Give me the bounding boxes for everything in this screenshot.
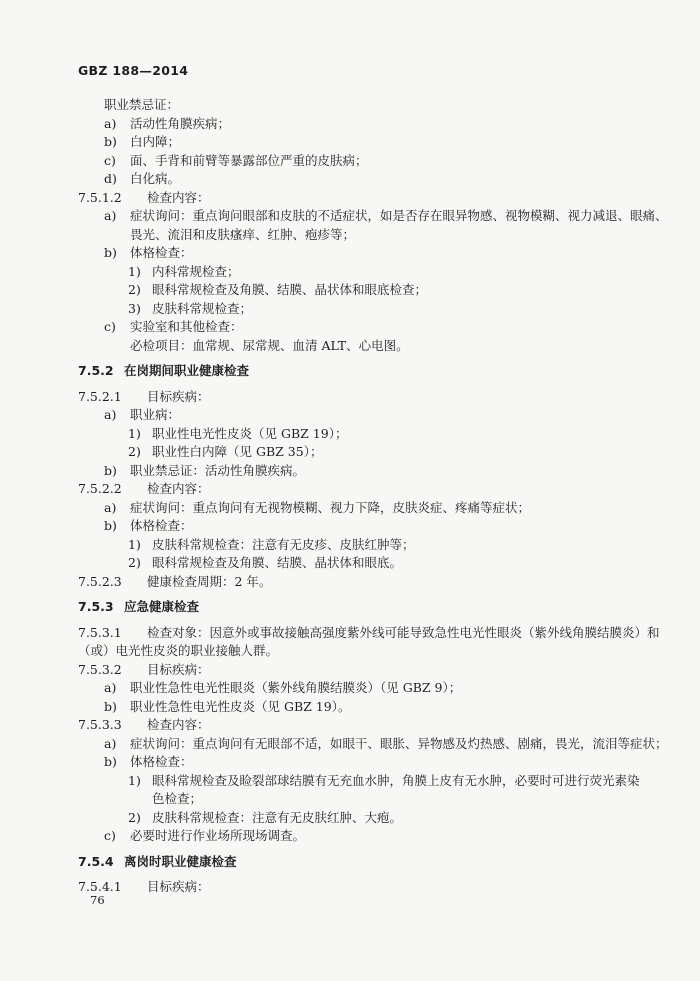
text-line xyxy=(0,698,700,717)
line-text: 检查内容： xyxy=(147,481,210,496)
text-line xyxy=(0,425,700,444)
item-label: 2) xyxy=(128,555,141,570)
text-line xyxy=(0,827,700,846)
line-text: 检查内容： xyxy=(147,189,210,205)
line-text: （或）电光性皮炎的职业接触人群。 xyxy=(78,643,279,658)
item-label: a) xyxy=(104,115,117,131)
item-label: 7.5.2.3 xyxy=(78,573,122,589)
text-line xyxy=(0,152,700,171)
item-label: 7.5.2 xyxy=(78,363,114,378)
line-text: 畏光、流泪和皮肤瘙痒、红肿、疱疹等； xyxy=(130,226,356,242)
line-text: 职业病： xyxy=(130,407,181,422)
line-text: 体格检查： xyxy=(130,245,193,260)
text-line xyxy=(0,226,700,245)
line-text: 皮肤科常规检查：注意有无皮疹、皮肤红肿等； xyxy=(152,536,415,552)
item-label: c) xyxy=(104,828,116,843)
item-label: 7.5.3.2 xyxy=(78,661,122,677)
document-body xyxy=(0,96,700,897)
line-text: 必检项目：血常规、尿常规、血清 ALT、心电图。 xyxy=(130,337,409,353)
item-label: 3) xyxy=(128,300,141,316)
line-text: 检查对象：因意外或事故接触高强度紫外线可能导致急性电光性眼炎（紫外线角膜结膜炎）和 xyxy=(147,624,660,640)
text-line xyxy=(0,189,700,208)
item-label: 2) xyxy=(128,282,141,297)
line-text: 症状询问：重点询问有无眼部不适，如眼干、眼胀、异物感及灼热感、剧痛，畏光，流泪等症状； xyxy=(130,735,668,751)
item-label: 7.5.4.1 xyxy=(78,879,122,894)
text-line xyxy=(0,96,700,115)
line-text: 色检查； xyxy=(152,791,203,806)
item-label: a) xyxy=(104,735,117,751)
text-line xyxy=(0,263,700,282)
line-text: 职业性急性电光性眼炎（紫外线角膜结膜炎）（见 GBZ 9）； xyxy=(130,680,462,695)
text-line xyxy=(0,170,700,189)
item-label: 1) xyxy=(128,425,141,441)
text-line xyxy=(0,624,700,643)
line-text: 职业禁忌证： xyxy=(104,97,180,112)
item-label: 7.5.3.3 xyxy=(78,717,122,732)
line-text: 体格检查： xyxy=(130,518,193,533)
text-line xyxy=(0,318,700,337)
line-text: 目标疾病： xyxy=(147,388,210,404)
text-line xyxy=(0,573,700,592)
document-header: GBZ 188—2014 xyxy=(78,63,189,78)
text-line xyxy=(0,772,700,791)
line-text: 实验室和其他检查： xyxy=(130,319,243,334)
text-line xyxy=(0,406,700,425)
line-text: 目标疾病： xyxy=(147,879,210,894)
text-line xyxy=(0,679,700,698)
line-text: 症状询问：重点询问眼部和皮肤的不适症状，如是否存在眼异物感、视物模糊、视力减退、眼痛、 xyxy=(130,208,668,223)
line-text: 职业性电光性皮炎（见 GBZ 19）； xyxy=(152,425,348,441)
item-label: b) xyxy=(104,245,117,260)
section-heading xyxy=(0,853,700,872)
item-label: a) xyxy=(104,499,117,515)
item-label: b) xyxy=(104,134,117,149)
item-label: b) xyxy=(104,698,117,714)
item-label: 1) xyxy=(128,772,141,788)
line-text: 白内障； xyxy=(130,134,181,149)
line-text: 症状询问：重点询问有无视物模糊、视力下降，皮肤炎症、疼痛等症状； xyxy=(130,499,531,515)
text-line xyxy=(0,281,700,300)
text-line xyxy=(0,115,700,134)
item-label: a) xyxy=(104,407,117,422)
line-text: 离岗时职业健康检查 xyxy=(124,853,237,869)
line-text: 目标疾病： xyxy=(147,661,210,677)
text-line xyxy=(0,480,700,499)
item-label: c) xyxy=(104,319,116,334)
line-text: 面、手背和前臂等暴露部位严重的皮肤病； xyxy=(130,152,368,168)
text-line xyxy=(0,133,700,152)
text-line xyxy=(0,462,700,481)
line-text: 必要时进行作业场所现场调查。 xyxy=(130,828,306,843)
text-line xyxy=(0,499,700,518)
item-label: d) xyxy=(104,171,117,186)
line-text: 白化病。 xyxy=(130,171,181,186)
text-line xyxy=(0,554,700,573)
item-label: a) xyxy=(104,680,117,695)
item-label: 7.5.3 xyxy=(78,599,114,614)
text-line xyxy=(0,443,700,462)
text-line xyxy=(0,878,700,897)
item-label: 7.5.2.2 xyxy=(78,481,122,496)
text-line xyxy=(0,337,700,356)
text-line xyxy=(0,661,700,680)
line-text: 职业性白内障（见 GBZ 35）； xyxy=(152,444,323,459)
text-line xyxy=(0,790,700,809)
text-line xyxy=(0,207,700,226)
section-heading xyxy=(0,362,700,381)
line-text: 职业禁忌证：活动性角膜疾病。 xyxy=(130,462,306,478)
text-line xyxy=(0,517,700,536)
item-label: c) xyxy=(104,152,116,168)
item-label: b) xyxy=(104,754,117,769)
text-line xyxy=(0,300,700,319)
item-label: 7.5.3.1 xyxy=(78,624,122,640)
item-label: 1) xyxy=(128,536,141,552)
line-text: 眼科常规检查及睑裂部球结膜有无充血水肿，角膜上皮有无水肿，必要时可进行荧光素染 xyxy=(152,772,640,788)
line-text: 健康检查周期：2 年。 xyxy=(147,573,272,589)
item-label: b) xyxy=(104,518,117,533)
line-text: 活动性角膜疾病； xyxy=(130,115,231,131)
item-label: 7.5.4 xyxy=(78,853,114,869)
line-text: 眼科常规检查及角膜、结膜、晶状体和眼底检查； xyxy=(152,282,428,297)
item-label: a) xyxy=(104,208,117,223)
item-label: 1) xyxy=(128,263,141,279)
text-line xyxy=(0,388,700,407)
line-text: 体格检查： xyxy=(130,754,193,769)
text-line xyxy=(0,642,700,661)
item-label: 7.5.2.1 xyxy=(78,388,122,404)
line-text: 在岗期间职业健康检查 xyxy=(124,363,250,378)
line-text: 内科常规检查； xyxy=(152,263,240,279)
item-label: 2) xyxy=(128,444,141,459)
line-text: 皮肤科常规检查：注意有无皮肤红肿、大疱。 xyxy=(152,809,403,825)
item-label: b) xyxy=(104,462,117,478)
line-text: 应急健康检查 xyxy=(124,599,200,614)
text-line xyxy=(0,809,700,828)
text-line xyxy=(0,735,700,754)
text-line xyxy=(0,716,700,735)
text-line xyxy=(0,244,700,263)
section-heading xyxy=(0,598,700,617)
line-text: 眼科常规检查及角膜、结膜、晶状体和眼底。 xyxy=(152,555,403,570)
line-text: 职业性急性电光性皮炎（见 GBZ 19）。 xyxy=(130,698,351,714)
text-line xyxy=(0,536,700,555)
line-text: 皮肤科常规检查； xyxy=(152,300,253,316)
item-label: 2) xyxy=(128,809,141,825)
item-label: 7.5.1.2 xyxy=(78,189,122,205)
text-line xyxy=(0,753,700,772)
page-number: 76 xyxy=(90,893,105,907)
line-text: 检查内容： xyxy=(147,717,210,732)
